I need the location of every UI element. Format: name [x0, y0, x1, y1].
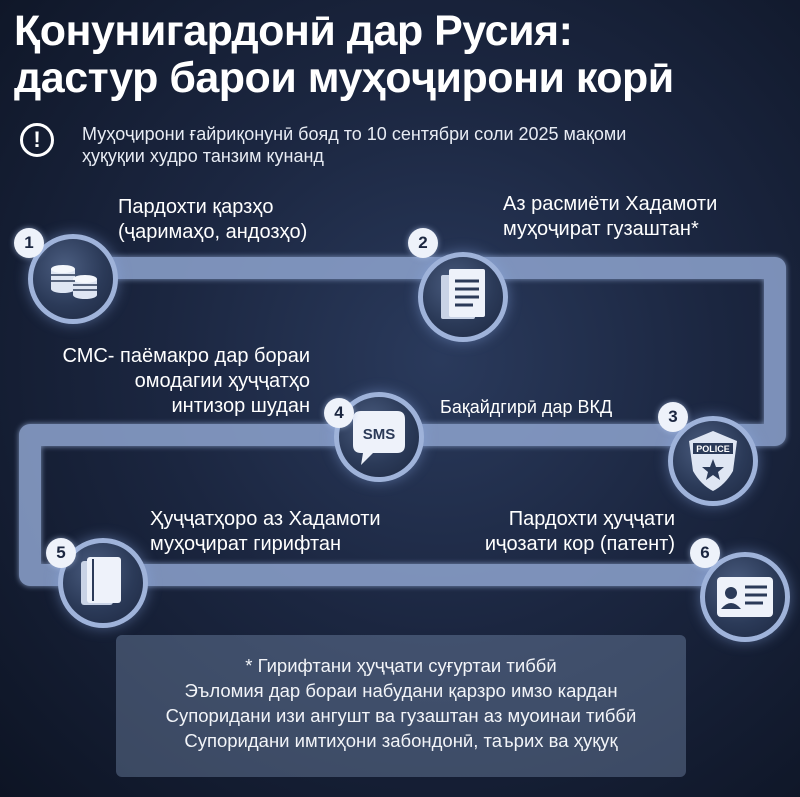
step-4-line-3: интизор шудан [171, 395, 310, 417]
step-5-line-1: Ҳуҷҷатҳоро аз Хадамоти [150, 508, 381, 530]
footnote-line-3: Супоридани изи ангушт ва гузаштан аз муоинаи тиббӣ [165, 705, 637, 726]
step-4-badge: 4 [324, 398, 354, 428]
step-6-line-2: иҷозати кор (патент) [484, 533, 675, 555]
notice-line-2: ҳуқуқии худро танзим кунанд [82, 146, 324, 166]
step-3-label [440, 396, 660, 418]
step-3-badge: 3 [658, 402, 688, 432]
step-5-line-2: муҳоҷират гирифтан [150, 533, 342, 555]
police-badge-icon [673, 421, 753, 501]
step-2-line-2: муҳоҷират гузаштан* [503, 218, 699, 240]
exclamation-circle-icon: ! [20, 123, 54, 157]
footnote-box [116, 635, 686, 777]
step-6-node [700, 552, 790, 642]
step-6-badge: 6 [690, 538, 720, 568]
footnote-line-4: Супоридани имтиҳони забондонӣ, таърих ва ҳуқуқ [184, 730, 618, 751]
step-3-line-1: Бақайдгирӣ дар ВКД [440, 397, 613, 417]
step-2-badge: 2 [408, 228, 438, 258]
step-4-label [18, 344, 310, 419]
step-1-badge: 1 [14, 228, 44, 258]
title-line-2: дастур барои муҳоҷирони корӣ [14, 54, 674, 102]
step-1-label [118, 195, 378, 245]
sms-text: SMS [362, 426, 396, 443]
coins-icon [33, 239, 113, 319]
step-3-node [668, 416, 758, 506]
step-2-line-1: Аз расмиёти Хадамоти [503, 193, 718, 215]
step-4-line-1: СМС- паёмакро дар бораи [62, 345, 310, 367]
step-2-label [503, 192, 793, 242]
step-6-label [400, 507, 675, 557]
notice-line-1: Муҳоҷирони ғайриқонунӣ бояд то 10 сентябри соли 2025 мақоми [82, 124, 627, 144]
id-card-icon [705, 557, 785, 637]
step-1-line-2: (ҷаримаҳо, андозҳо) [118, 221, 308, 243]
step-1-line-1: Пардохти қарзҳо [118, 196, 274, 218]
step-5-badge: 5 [46, 538, 76, 568]
step-2-node [418, 252, 508, 342]
footnote-line-1: * Гирифтани ҳуҷҷати суғуртаи тиббӣ [245, 655, 557, 676]
documents-icon [423, 257, 503, 337]
police-text: POLICE [696, 444, 730, 454]
step-6-line-1: Пардохти ҳуҷҷати [508, 508, 675, 530]
step-4-line-2: омодагии ҳуҷҷатҳо [134, 370, 310, 392]
title-line-1: Қонунигардонӣ дар Русия: [14, 7, 573, 55]
footnote-line-2: Эъломия дар бораи набудани қарзро имзо кардан [184, 680, 618, 701]
